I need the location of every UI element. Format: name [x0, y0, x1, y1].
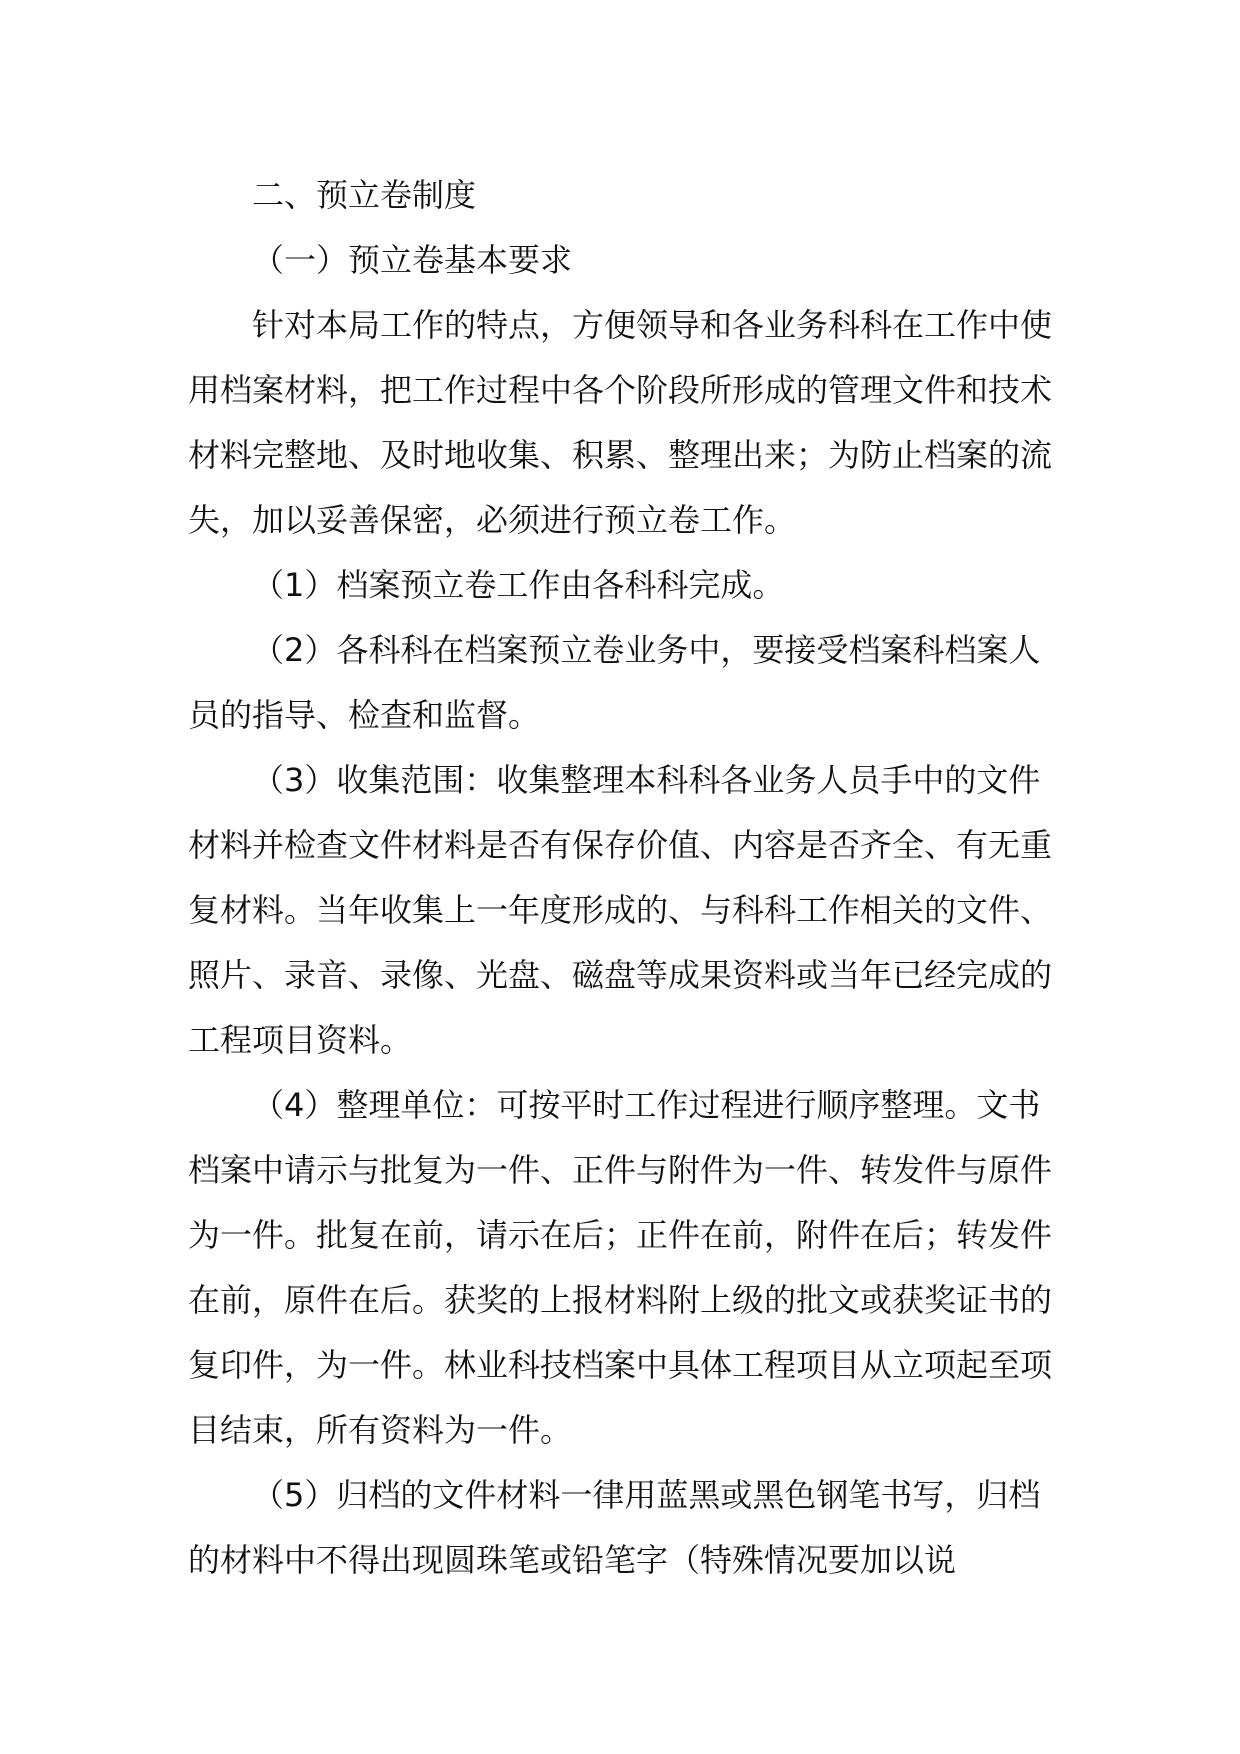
section-heading: 二、预立卷制度	[252, 176, 477, 214]
paragraph-item-4: （4）整理单位：可按平时工作过程进行顺序整理。文书档案中请示与批复为一件、正件与附件为一件、转发件与原件为一件。批复在前，请示在后；正件在前，附件在后；转发件在前，原件在后。获奖的上报材料附上级的批文或获奖证书的复印件，为一件。林业科技档案中具体工程项目从立项起至项目结束，所有资料为一件。	[188, 1086, 1053, 1449]
paragraph-item-1: （1）档案预立卷工作由各科科完成。	[252, 566, 785, 604]
paragraph-intro: 针对本局工作的特点，方便领导和各业务科科在工作中使用档案材料，把工作过程中各个阶段所形成的管理文件和技术材料完整地、及时地收集、积累、整理出来；为防止档案的流失，加以妥善保密，必须进行预立卷工作。	[188, 306, 1053, 539]
subsection-heading: （一）预立卷基本要求	[252, 241, 573, 279]
paragraph-item-2: （2）各科科在档案预立卷业务中，要接受档案科档案人员的指导、检查和监督。	[188, 631, 1041, 734]
document-body	[188, 163, 1060, 1593]
paragraph-item-3: （3）收集范围：收集整理本科科各业务人员手中的文件材料并检查文件材料是否有保存价值、内容是否齐全、有无重复材料。当年收集上一年度形成的、与科科工作相关的文件、照片、录音、录像、光盘、磁盘等成果资料或当年已经完成的工程项目资料。	[188, 761, 1053, 1059]
paragraph-item-5: （5）归档的文件材料一律用蓝黑或黑色钢笔书写，归档的材料中不得出现圆珠笔或铅笔字（特殊情况要加以说	[188, 1476, 1041, 1579]
